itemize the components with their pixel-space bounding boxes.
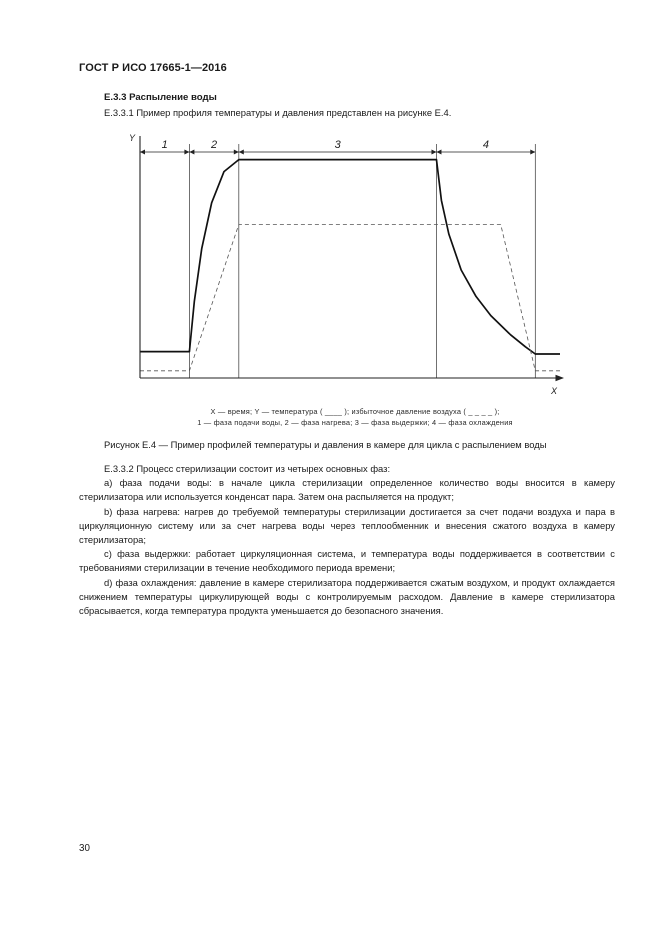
figure-caption: Рисунок E.4 — Пример профилей температуры и давления в камере для цикла с распылением воды	[104, 439, 547, 450]
y-axis-label: Y	[129, 133, 136, 143]
x-axis-label: X	[551, 386, 558, 396]
document-header: ГОСТ Р ИСО 17665-1—2016	[79, 62, 227, 74]
figure-legend-line-2: 1 — фаза подачи воды, 2 — фаза нагрева; 3 — фаза выдержки; 4 — фаза охлаждения	[197, 418, 513, 427]
paragraph-holding-phase: c) фаза выдержки: работает циркуляционная система, и температура воды поддерживается в соответствии с требованиями стерилизации в течение необходимого периода времени;	[79, 548, 615, 574]
phase-arrow-right-1	[184, 150, 189, 155]
phase-arrow-left-2	[189, 150, 194, 155]
series-layer	[140, 160, 560, 371]
phase-labels	[162, 139, 489, 151]
phase-boundaries	[189, 144, 535, 378]
phase-label-3: 3	[334, 139, 341, 151]
section-intro: E.3.3.1 Пример профиля температуры и давления представлен на рисунке E.4.	[104, 107, 452, 118]
figure-legend-line-1: X — время; Y — температура ( ____ ); избыточное давление воздуха ( _ _ _ _ );	[210, 407, 500, 416]
phase-label-4: 4	[482, 139, 489, 151]
phase-label-2: 2	[211, 139, 218, 151]
phase-arrow-right-3	[431, 150, 436, 155]
paragraph-process-intro: E.3.3.2 Процесс стерилизации состоит из четырех основных фаз:	[104, 463, 391, 474]
phase-arrow-left-3	[239, 150, 244, 155]
body-text	[79, 462, 615, 618]
figure-e4-chart	[120, 126, 590, 398]
paragraph-heating-phase: b) фаза нагрева: нагрев до требуемой температуры стерилизации достигается за счет подачи воздуха и пара в циркуляционную систему или за счет нагрева воды через теплообменник и внесения сжатого воздуха в камеру стерилизатора;	[79, 505, 615, 546]
phase-arrow-left-4	[436, 150, 441, 155]
phase-arrow-right-2	[234, 150, 239, 155]
section-title: E.3.3 Распыление воды	[104, 92, 217, 103]
paragraph-cooling-phase: d) фаза охлаждения: давление в камере стерилизатора поддерживается сжатым воздухом, и продукт охлаждается снижением температуры циркулирующей воды с контролируемым расходом. Давление в камере стерилизатора сбрасывается, когда температура продукта уменьшается до безопасного значения.	[79, 576, 615, 617]
phase-arrow-left-1	[140, 150, 145, 155]
page-number: 30	[79, 843, 90, 854]
paragraph-water-supply-phase: a) фаза подачи воды: в начале цикла стерилизации определенное количество воды вносится в камеру стерилизатора или используется конденсат пара. Затем она распыляется на продукт;	[79, 477, 615, 503]
phase-label-1: 1	[161, 139, 168, 151]
phase-arrow-right-4	[530, 150, 535, 155]
temperature-line	[140, 160, 560, 354]
